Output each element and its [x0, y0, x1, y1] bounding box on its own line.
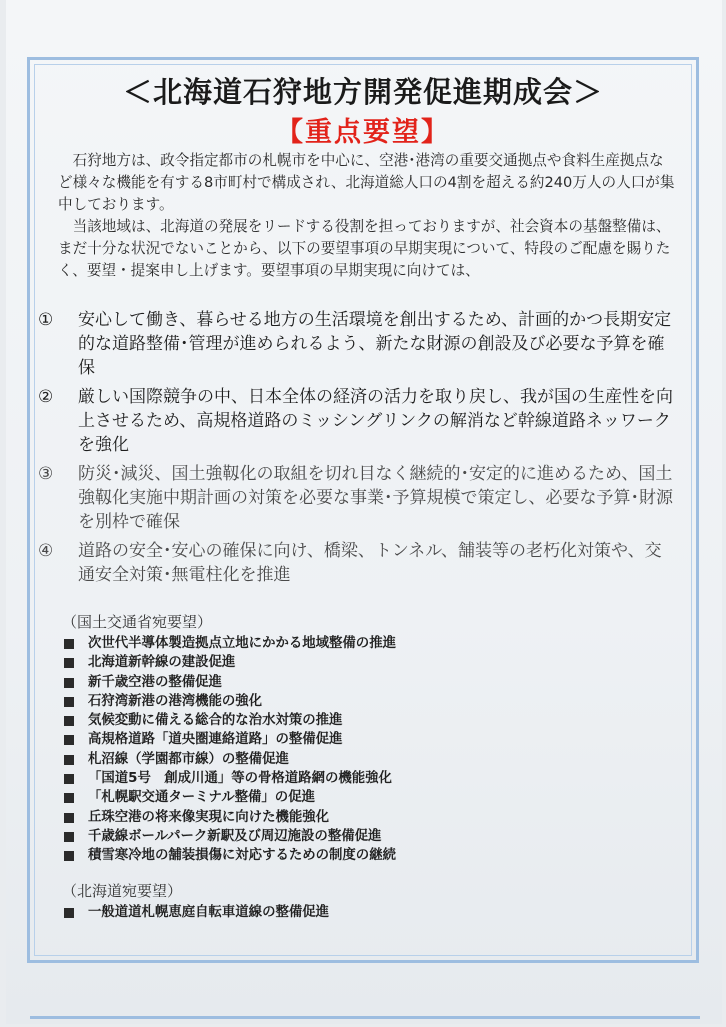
section-heading: （国土交通省宛要望）: [62, 613, 213, 631]
priority-requests: [38, 308, 678, 592]
request-text: 道路の安全･安心の確保に向け、橋梁、トンネル、舗装等の老朽化対策や、交通安全対策･無電柱化を推進: [78, 541, 662, 585]
square-bullet-icon: [64, 793, 74, 803]
list-item: [62, 692, 662, 711]
list-item-text: 石狩湾新港の港湾機能の強化: [88, 693, 263, 709]
square-bullet-icon: [64, 716, 74, 726]
request-text: 安心して働き、暮らせる地方の生活環境を創出するため、計画的かつ長期安定的な道路整備･管理が進められるよう、新たな財源の創設及び必要な予算を確保: [78, 310, 672, 378]
square-bullet-icon: [64, 908, 74, 918]
document-title: ＜北海道石狩地方開発促進期成会＞: [122, 75, 603, 109]
request-number: ①: [38, 310, 54, 330]
list-item-text: 丘珠空港の将来像実現に向けた機能強化: [88, 809, 330, 825]
list-item: [62, 769, 662, 788]
list-item-text: 札沼線（学園都市線）の整備促進: [88, 751, 289, 767]
list-item: [62, 846, 662, 865]
intro-text: [58, 150, 678, 282]
square-bullet-icon: [64, 639, 74, 649]
list-item-text: 一般道道札幌恵庭自転車道線の整備促進: [88, 905, 330, 920]
document-subtitle: 【重点要望】: [276, 117, 450, 148]
square-bullet-icon: [64, 658, 74, 668]
list-item-text: 「札幌駅交通ターミナル整備」の促進: [88, 790, 315, 806]
list-item: [62, 634, 662, 653]
intro-paragraph: 当該地域は、北海道の発展をリードする役割を担っておりますが、社会資本の基盤整備は、まだ十分な状況でないことから、以下の要望事項の早期実現について、特段のご配慮を賜りたく、要望・提案申し上げます。要望事項の早期実現に向けては、: [58, 218, 671, 279]
list-item-text: 高規格道路「道央圏連絡道路」の整備促進: [88, 732, 343, 748]
list-item-text: 積雪寒冷地の舗装損傷に対応するための制度の継続: [88, 848, 396, 864]
request-text: 防災･減災、国土強靱化の取組を切れ目なく継続的･安定的に進めるため、国土強靱化実施中期計画の対策を必要な事業･予算規模で策定し、必要な予算･財源を別枠で確保: [78, 464, 673, 532]
square-bullet-icon: [64, 678, 74, 688]
list-item: [62, 750, 662, 769]
request-item: [38, 308, 678, 380]
list-item-text: 「国道5号 創成川通」等の骨格道路網の機能強化: [88, 771, 392, 787]
list-item-text: 北海道新幹線の建設促進: [88, 655, 236, 671]
next-page-edge: [30, 1016, 700, 1027]
list-item: [62, 653, 662, 672]
square-bullet-icon: [64, 832, 74, 842]
request-text: 厳しい国際競争の中、日本全体の経済の活力を取り戻し、我が国の生産性を向上させるため、高規格道路のミッシングリンクの解消など幹線道路ネッワークを強化: [78, 387, 673, 455]
list-item: [62, 730, 662, 749]
request-item: [38, 462, 678, 534]
list-item-text: 千歳線ボールパーク新駅及び周辺施設の整備促進: [88, 828, 382, 844]
square-bullet-icon: [64, 755, 74, 765]
square-bullet-icon: [64, 813, 74, 823]
list-item: [62, 788, 662, 807]
square-bullet-icon: [64, 697, 74, 707]
list-item: [62, 827, 662, 846]
square-bullet-icon: [64, 735, 74, 745]
hokkaido-requests-section: [62, 880, 662, 922]
request-number: ④: [38, 541, 54, 561]
list-item: [62, 711, 662, 730]
section-heading: （北海道宛要望）: [62, 882, 183, 900]
request-item: [38, 385, 678, 457]
list-item-text: 次世代半導体製造拠点立地にかかる地域整備の推進: [88, 636, 396, 651]
request-number: ②: [38, 387, 54, 407]
list-item-text: 気候変動に備える総合的な治水対策の推進: [88, 713, 343, 729]
request-number: ③: [38, 464, 54, 484]
list-item-text: 新千歳空港の整備促進: [88, 674, 222, 690]
intro-paragraph: 石狩地方は、政令指定都市の札幌市を中心に、空港･港湾の重要交通拠点や食料生産拠点など様々な機能を有する8市町村で構成され、北海道総人口の4割を超える約240万人の人口が集中しております。: [58, 152, 675, 213]
list-item: [62, 903, 662, 922]
list-item: [62, 673, 662, 692]
square-bullet-icon: [64, 774, 74, 784]
mlit-requests-section: [62, 611, 662, 866]
request-item: [38, 539, 678, 587]
square-bullet-icon: [64, 851, 74, 861]
list-item: [62, 808, 662, 827]
mlit-request-list: [62, 634, 662, 866]
hokkaido-request-list: [62, 903, 662, 922]
